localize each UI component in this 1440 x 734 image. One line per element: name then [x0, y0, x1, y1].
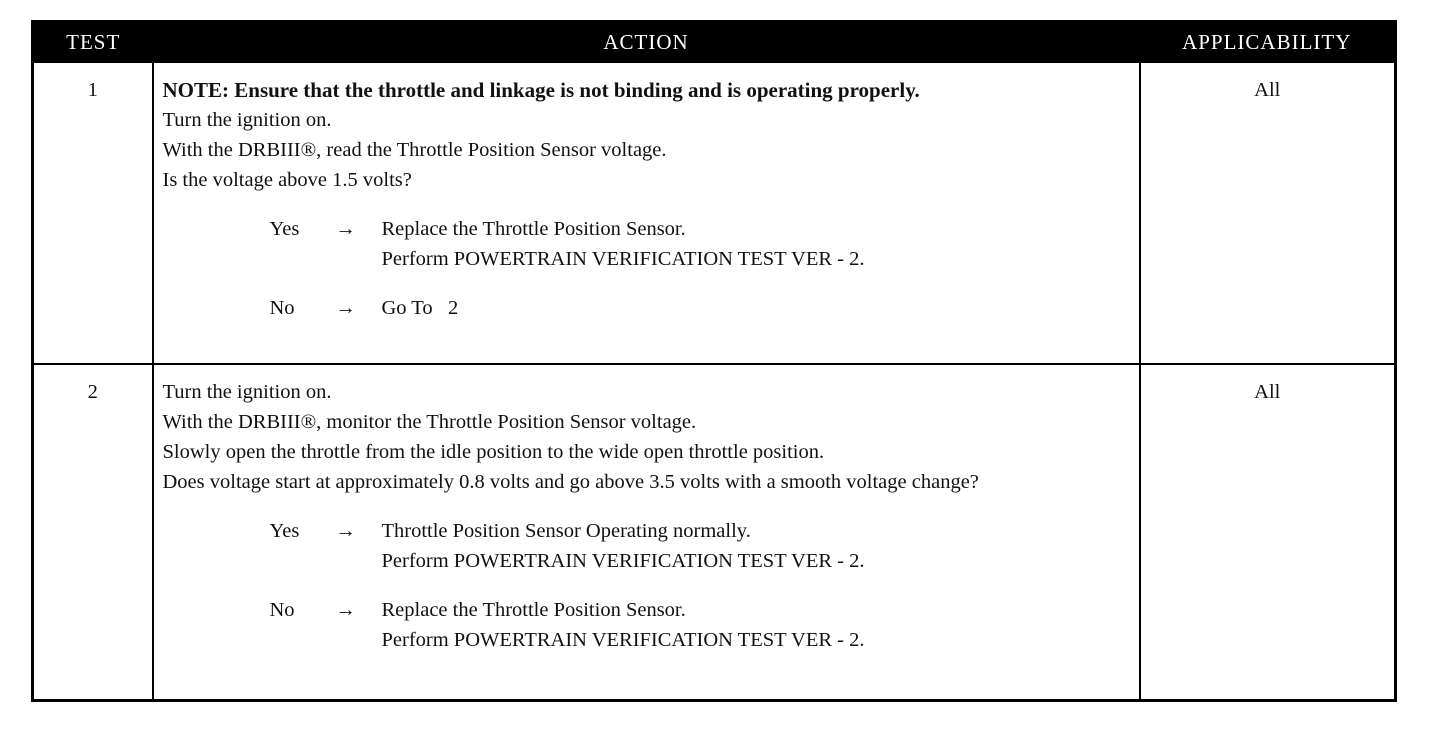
- step-text: With the DRBIII®, read the Throttle Position Sensor voltage.: [162, 139, 667, 161]
- test-number: 1: [33, 62, 153, 364]
- header-row: [33, 22, 1396, 63]
- table-row: [33, 364, 1396, 701]
- yes-branch: [163, 214, 1133, 274]
- step-text: With the DRBIII®, monitor the Throttle Position Sensor voltage.: [162, 411, 697, 433]
- yes-result-text: Perform POWERTRAIN VERIFICATION TEST VER - 2.: [381, 550, 865, 572]
- yes-result-text: Throttle Position Sensor Operating normally.: [381, 520, 751, 542]
- test-number: 2: [33, 364, 153, 701]
- no-branch: [163, 595, 1133, 655]
- no-branch: [163, 293, 1133, 323]
- table-row: [33, 62, 1396, 364]
- arrow-right-icon: →: [335, 297, 356, 319]
- applicability-value: All: [1140, 62, 1396, 364]
- header-applicability: APPLICABILITY: [1140, 22, 1396, 63]
- no-label: No: [269, 599, 295, 621]
- step-text: Turn the ignition on.: [162, 109, 332, 131]
- yes-result-text: Perform POWERTRAIN VERIFICATION TEST VER - 2.: [381, 248, 865, 270]
- note-text: NOTE: Ensure that the throttle and linkage is not binding and is operating properly.: [162, 78, 920, 102]
- action-cell: [153, 62, 1140, 364]
- no-result-text: Replace the Throttle Position Sensor.: [381, 599, 686, 621]
- no-result-text: Go To 2: [381, 297, 459, 319]
- arrow-right-icon: →: [335, 599, 356, 621]
- step-text: Turn the ignition on.: [162, 381, 332, 403]
- action-cell: [153, 364, 1140, 701]
- arrow-right-icon: →: [335, 218, 356, 240]
- no-label: No: [269, 297, 295, 319]
- yes-branch: [163, 516, 1133, 576]
- step-text: Is the voltage above 1.5 volts?: [162, 169, 412, 191]
- yes-label: Yes: [269, 218, 300, 240]
- arrow-right-icon: →: [335, 520, 356, 542]
- header-test: TEST: [33, 22, 153, 63]
- yes-label: Yes: [269, 520, 300, 542]
- no-result-text: Perform POWERTRAIN VERIFICATION TEST VER - 2.: [381, 629, 865, 651]
- step-text: Does voltage start at approximately 0.8 volts and go above 3.5 volts with a smooth voltage change?: [162, 471, 979, 493]
- diagnostic-test-table: [31, 20, 1397, 702]
- step-text: Slowly open the throttle from the idle position to the wide open throttle position.: [162, 441, 825, 463]
- yes-result-text: Replace the Throttle Position Sensor.: [381, 218, 686, 240]
- header-action: ACTION: [153, 22, 1140, 63]
- applicability-value: All: [1140, 364, 1396, 701]
